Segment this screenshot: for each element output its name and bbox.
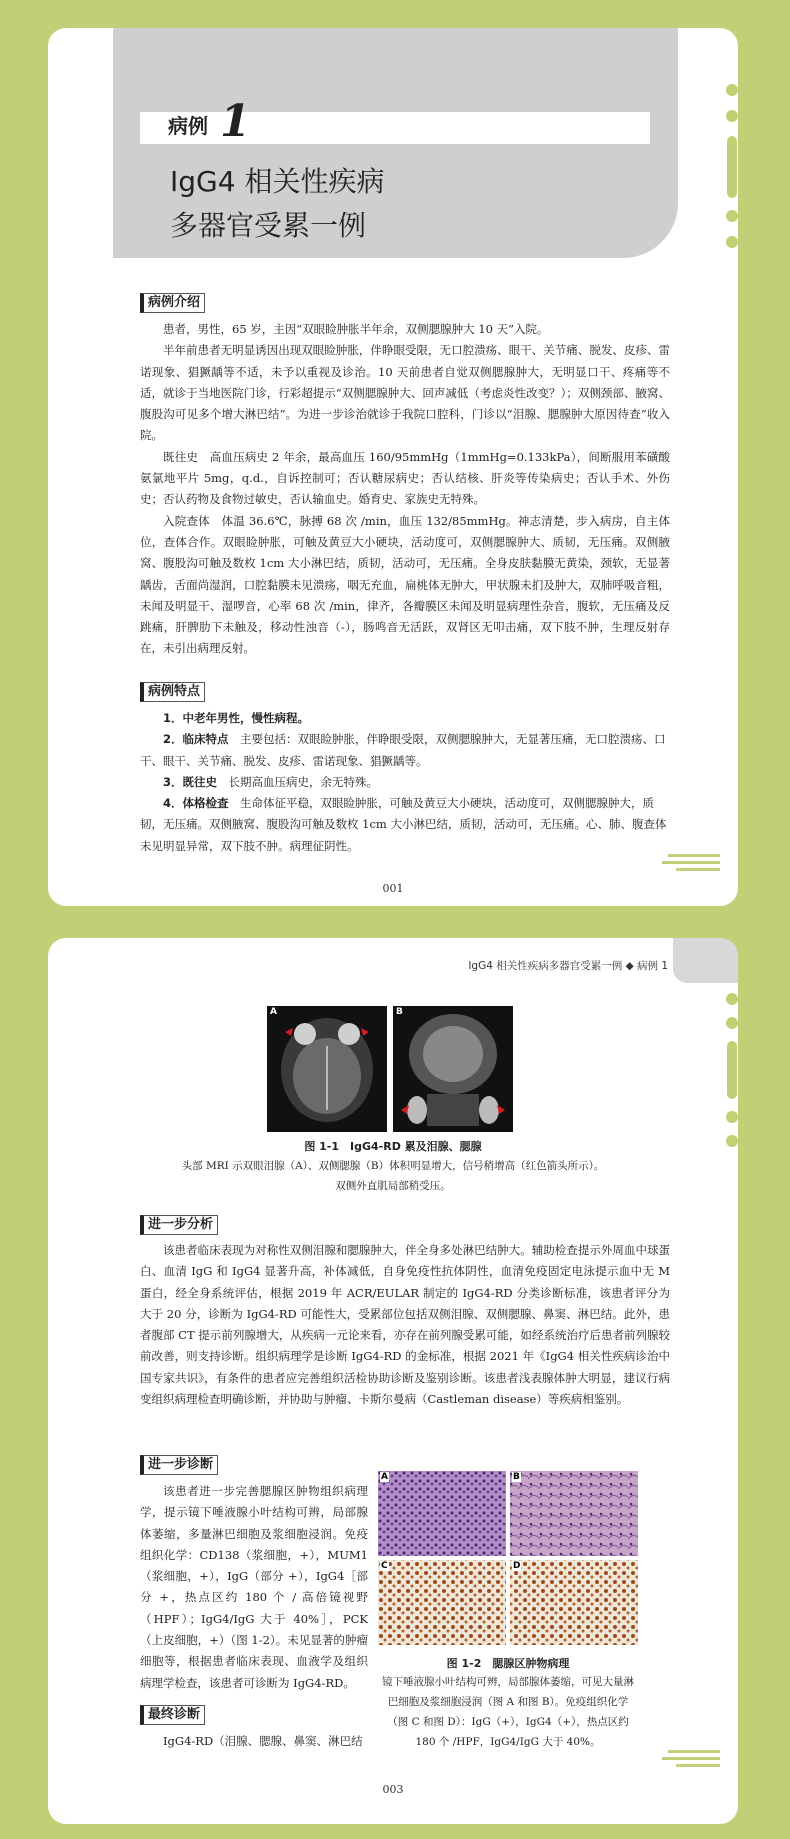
feature-label: 2．临床特点 — [163, 732, 229, 747]
case-title-line2: 多器官受累一例 — [170, 209, 367, 242]
side-decoration — [724, 993, 738, 1153]
case-label: 病例 — [168, 114, 208, 138]
final-diagnosis-paragraph: IgG4-RD（泪腺、腮腺、鼻窦、淋巴结 — [163, 1734, 363, 1748]
mri-eye-right — [338, 1023, 360, 1045]
figure-1-1-title: 图 1-1 IgG4-RD 累及泪腺、腮腺 — [304, 1140, 482, 1153]
side-dot — [726, 110, 738, 122]
figure-label: C — [381, 1561, 388, 1571]
header-tab — [673, 938, 738, 983]
case-title-line1: IgG4 相关性疾病 — [170, 165, 385, 198]
feature-text: 生命体征平稳，双眼睑肿胀，可触及黄豆大小硬块，活动度可，双侧腮腺肿大，质韧，无压痛。双侧腋窝、腹股沟可触及数枚 1cm 大小淋巴结，质韧，活动可，无压痛。心、肺、腹查体未见明显异常，双下肢不肿。病理征阴性。 — [140, 796, 667, 853]
mri-parotid-left — [407, 1096, 427, 1124]
feature-text: 主要包括：双眼睑肿胀，伴睁眼受限，双侧腮腺肿大，无显著压痛，无口腔溃疡、口干、眼干、关节痛、脱发、皮疹、雷诺现象、猖獗龋等。 — [140, 732, 666, 768]
side-dot — [726, 210, 738, 222]
mri-images — [267, 1006, 513, 1132]
figure-label: B — [513, 1472, 520, 1482]
diagnosis-paragraph: 该患者进一步完善腮腺区肿物组织病理学，提示镜下唾液腺小叶结构可辨，局部腺体萎缩，多量淋巴细胞及浆细胞浸润。免疫组织化学：CD138（浆细胞，+），MUM1（浆细胞，+），IgG（部分 +），IgG4［部分 +，热点区约 180 个 / 高倍镜视野（HPF）；IgG4/IgG 大于 40%］，PCK（上皮细胞，+）（图 1-2）。未见显著的肿瘤细胞等，根据患者临床表现、血液学及组织病理学检查，该患者可诊断为 IgG4-RD。 — [140, 1484, 368, 1690]
side-dot — [726, 84, 738, 96]
analysis-paragraph: 该患者临床表现为对称性双侧泪腺和腮腺肿大，伴全身多处淋巴结肿大。辅助检查提示外周血中球蛋白、血清 IgG 和 IgG4 显著升高，补体减低，自身免疫性抗体阴性，血清免疫固定电泳提示血中无 M 蛋白，经全身系统评估，根据 2019 年 ACR/EULAR 制定的 IgG4-RD 分类诊断标准，该患者评分为大于 20 分，诊断为 IgG4-RD 可能性大，受累部位包括双侧泪腺、双侧腮腺、鼻窦、淋巴结。此外，患者腹部 CT 提示前列腺增大，从疾病一元论来看，亦存在前列腺受累可能，如经系统治疗后患者前列腺较前改善，则支持诊断。组织病理学是诊断 IgG4-RD 的金标准，根据 2021 年《IgG4 相关性疾病诊治中国专家共识》，有条件的患者应完善组织活检协助诊断及鉴别诊断。该患者浅表腺体肿大明显，建议行病变组织病理检查明确诊断，并协助与肿瘤、卡斯尔曼病（Castleman disease）等疾病相鉴别。 — [140, 1243, 670, 1407]
mri-coronal-neck — [427, 1094, 479, 1126]
page-003 — [48, 938, 738, 1824]
feature-label: 1．中老年男性，慢性病程。 — [163, 711, 310, 725]
intro-paragraph: 既往史 高血压病史 2 年余，最高血压 160/95mmHg（1mmHg=0.133kPa），间断服用苯磺酸氨氯地平片 5mg，q.d.，自诉控制可；否认糖尿病史；否认结核、肝炎等传染病史；否认手术、外伤史；否认药物及食物过敏史，否认输血史。婚育史、家族史无特殊。 — [140, 449, 670, 507]
pathology-images — [378, 1471, 638, 1645]
mri-parotid-right — [479, 1096, 499, 1124]
page-number: 003 — [382, 1783, 404, 1796]
mri-eye-left — [294, 1023, 316, 1045]
decorative-lines — [660, 854, 720, 875]
intro-paragraph: 患者，男性，65 岁，主因“双眼睑肿胀半年余，双侧腮腺肿大 10 天”入院。 — [163, 322, 549, 336]
feature-item — [140, 793, 670, 857]
side-bar — [727, 1041, 737, 1099]
mri-coronal-inner — [423, 1026, 483, 1082]
feature-item — [140, 772, 670, 793]
section-heading-features: 病例特点 — [140, 682, 205, 702]
section-heading-intro: 病例介绍 — [140, 293, 205, 313]
page-number: 001 — [382, 882, 404, 895]
figure-1-1-caption: 头部 MRI 示双眼泪腺（A）、双侧腮腺（B）体积明显增大，信号稍增高（红色箭头所示）。 — [181, 1160, 605, 1172]
features-list — [140, 708, 670, 857]
case-number: 1 — [220, 96, 251, 147]
running-header: IgG4 相关性疾病多器官受累一例 ◆ 病例 1 — [468, 960, 668, 972]
figure-label: A — [270, 1007, 277, 1017]
side-dot — [726, 236, 738, 248]
figure-1-2-title: 图 1-2 腮腺区肿物病理 — [446, 1657, 570, 1670]
pathology-panel-a — [378, 1471, 506, 1556]
intro-text — [140, 319, 670, 660]
side-decoration — [724, 84, 738, 254]
side-dot — [726, 1017, 738, 1029]
feature-label: 4．体格检查 — [163, 796, 229, 811]
side-dot — [726, 993, 738, 1005]
feature-item — [140, 708, 670, 729]
intro-paragraph: 半年前患者无明显诱因出现双眼睑肿胀，伴睁眼受限，无口腔溃疡、眼干、关节痛、脱发、皮疹、雷诺现象、猖獗龋等不适，未予以重视及诊治。10 天前患者自觉双侧腮腺肿大，无明显口干、疼痛等不适，就诊于当地医院门诊，行彩超提示“双侧腮腺肿大、回声减低（考虑炎性改变？）；双侧颈部、腋窝、腹股沟可见多个增大淋巴结”。为进一步诊治就诊于我院口腔科，门诊以“泪腺、腮腺肿大原因待查”收入院。 — [140, 343, 670, 443]
side-dot — [726, 1111, 738, 1123]
feature-label: 3．既往史 — [163, 774, 218, 789]
diagnosis-text — [140, 1481, 368, 1694]
section-heading-diagnosis: 进一步诊断 — [140, 1455, 218, 1475]
feature-item — [140, 729, 670, 772]
figure-1-2 — [378, 1471, 638, 1645]
decorative-lines — [660, 1750, 720, 1771]
pathology-panel-d — [510, 1560, 638, 1645]
page-001 — [48, 28, 738, 906]
side-dot — [726, 1135, 738, 1147]
figure-label: B — [396, 1007, 403, 1017]
intro-paragraph: 入院查体 体温 36.6℃，脉搏 68 次 /min，血压 132/85mmHg。神志清楚，步入病房，自主体位，查体合作。双眼睑肿胀，可触及黄豆大小硬块，活动度可，双侧腮腺肿大、质韧，无压痛。双侧腋窝、腹股沟可触及数枚 1cm 大小淋巴结，质韧，活动可，无压痛。全身皮肤黏膜无黄染，颈软，无显著龋齿，舌面尚湿润，口腔黏膜未见溃疡，咽无充血，扁桃体无肿大，甲状腺未扪及肿大，双肺呼吸音粗，未闻及明显干、湿啰音，心率 68 次 /min，律齐，各瓣膜区未闻及明显病理性杂音，腹软，无压痛及反跳痛，肝脾肋下未触及，移动性浊音（-），肠鸣音无活跃，双肾区无叩击痛，双下肢不肿，生理反射存在，未引出病理反射。 — [140, 513, 670, 656]
figure-label: A — [381, 1472, 388, 1482]
section-heading-analysis: 进一步分析 — [140, 1215, 218, 1235]
analysis-text — [140, 1240, 670, 1410]
figure-label: D — [513, 1561, 521, 1571]
figure-1-2-caption: 镜下唾液腺小叶结构可辨，局部腺体萎缩，可见大量淋巴细胞及浆细胞浸润（图 A 和图 B）。免疫组织化学（图 C 和图 D）：IgG（+），IgG4（+），热点区约 180 个 /HPF，IgG4/IgG 大于 40%。 — [382, 1676, 634, 1748]
section-heading-final: 最终诊断 — [140, 1705, 205, 1725]
feature-text: 长期高血压病史，余无特殊。 — [217, 774, 379, 789]
side-bar — [727, 136, 737, 198]
pathology-panel-c — [378, 1560, 506, 1645]
final-diagnosis-text — [140, 1731, 368, 1752]
figure-1-1 — [267, 1006, 513, 1132]
case-bar — [140, 112, 650, 144]
pathology-panel-b — [510, 1471, 638, 1556]
figure-1-1-caption: 双侧外直肌局部稍受压。 — [335, 1180, 451, 1192]
